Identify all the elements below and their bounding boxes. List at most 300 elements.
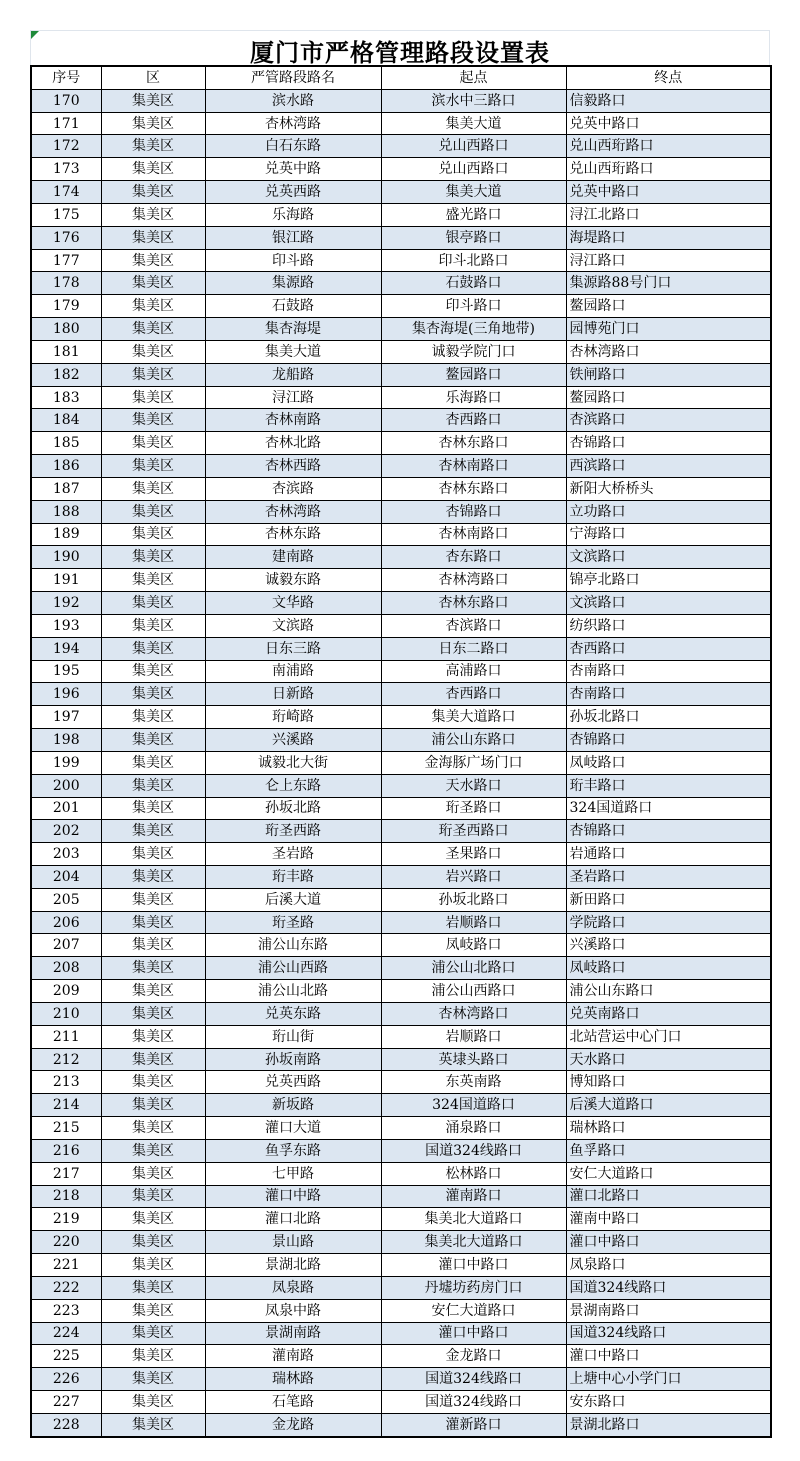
cell-road-name: 浔江路 <box>205 386 381 409</box>
cell-district: 集美区 <box>101 455 205 478</box>
table-row <box>31 1231 771 1254</box>
cell-start: 兑山西路口 <box>381 135 566 158</box>
cell-district: 集美区 <box>101 569 205 592</box>
cell-start: 金海豚广场门口 <box>381 751 566 774</box>
cell-district: 集美区 <box>101 843 205 866</box>
cell-end: 灌南中路口 <box>566 1208 771 1231</box>
cell-road-name: 珩崎路 <box>205 706 381 729</box>
cell-road-name: 灌口北路 <box>205 1208 381 1231</box>
cell-index: 197 <box>31 706 101 729</box>
cell-road-name: 凤泉路 <box>205 1276 381 1299</box>
cell-district: 集美区 <box>101 226 205 249</box>
table-row <box>31 363 771 386</box>
cell-end: 兑英中路口 <box>566 112 771 135</box>
cell-road-name: 诚毅东路 <box>205 569 381 592</box>
cell-index: 214 <box>31 1094 101 1117</box>
cell-district: 集美区 <box>101 523 205 546</box>
cell-index: 184 <box>31 409 101 432</box>
cell-start: 集美大道 <box>381 112 566 135</box>
cell-end: 宁海路口 <box>566 523 771 546</box>
cell-end: 新田路口 <box>566 888 771 911</box>
table-row <box>31 614 771 637</box>
cell-district: 集美区 <box>101 89 205 112</box>
cell-index: 225 <box>31 1345 101 1368</box>
cell-road-name: 杏林湾路 <box>205 500 381 523</box>
cell-road-name: 杏林西路 <box>205 455 381 478</box>
cell-end: 信毅路口 <box>566 89 771 112</box>
cell-district: 集美区 <box>101 1391 205 1414</box>
cell-end: 杏南路口 <box>566 683 771 706</box>
cell-district: 集美区 <box>101 500 205 523</box>
cell-start: 兑山西路口 <box>381 158 566 181</box>
cell-start: 杏林东路口 <box>381 592 566 615</box>
cell-road-name: 兑英东路 <box>205 1002 381 1025</box>
cell-road-name: 珩圣路 <box>205 911 381 934</box>
table-row <box>31 683 771 706</box>
cell-end: 杏锦路口 <box>566 729 771 752</box>
cell-district: 集美区 <box>101 1071 205 1094</box>
cell-district: 集美区 <box>101 1322 205 1345</box>
cell-road-name: 兴溪路 <box>205 729 381 752</box>
cell-district: 集美区 <box>101 1368 205 1391</box>
cell-district: 集美区 <box>101 1048 205 1071</box>
table-row <box>31 272 771 295</box>
cell-start: 岩顺路口 <box>381 1025 566 1048</box>
cell-end: 杏滨路口 <box>566 409 771 432</box>
cell-end: 灌口中路口 <box>566 1231 771 1254</box>
cell-road-name: 南浦路 <box>205 660 381 683</box>
cell-end: 灌口中路口 <box>566 1345 771 1368</box>
table-row <box>31 980 771 1003</box>
cell-end: 国道324线路口 <box>566 1322 771 1345</box>
cell-index: 194 <box>31 637 101 660</box>
cell-road-name: 诚毅北大街 <box>205 751 381 774</box>
cell-end: 324国道路口 <box>566 797 771 820</box>
cell-index: 224 <box>31 1322 101 1345</box>
cell-end: 纺织路口 <box>566 614 771 637</box>
cell-end: 铁闸路口 <box>566 363 771 386</box>
table-row <box>31 249 771 272</box>
table-row <box>31 1048 771 1071</box>
cell-index: 171 <box>31 112 101 135</box>
cell-road-name: 景山路 <box>205 1231 381 1254</box>
table-row <box>31 1368 771 1391</box>
cell-start: 英埭头路口 <box>381 1048 566 1071</box>
cell-district: 集美区 <box>101 1162 205 1185</box>
table-row <box>31 774 771 797</box>
cell-start: 杏林南路口 <box>381 523 566 546</box>
cell-index: 195 <box>31 660 101 683</box>
cell-start: 杏西路口 <box>381 683 566 706</box>
cell-index: 205 <box>31 888 101 911</box>
cell-start: 珩圣西路口 <box>381 820 566 843</box>
header-index: 序号 <box>31 66 101 89</box>
cell-index: 207 <box>31 934 101 957</box>
header-row <box>31 66 771 89</box>
cell-road-name: 杏林南路 <box>205 409 381 432</box>
cell-district: 集美区 <box>101 729 205 752</box>
cell-end: 西滨路口 <box>566 455 771 478</box>
table-row <box>31 888 771 911</box>
cell-index: 227 <box>31 1391 101 1414</box>
cell-end: 瑞林路口 <box>566 1117 771 1140</box>
table-row <box>31 1254 771 1277</box>
cell-index: 181 <box>31 340 101 363</box>
header-road-name: 严管路段路名 <box>205 66 381 89</box>
cell-start: 杏东路口 <box>381 546 566 569</box>
cell-district: 集美区 <box>101 911 205 934</box>
cell-road-name: 孙坂北路 <box>205 797 381 820</box>
table-row <box>31 432 771 455</box>
cell-end: 学院路口 <box>566 911 771 934</box>
table-row <box>31 1025 771 1048</box>
table-row <box>31 1413 771 1436</box>
cell-start: 杏锦路口 <box>381 500 566 523</box>
cell-start: 印斗路口 <box>381 295 566 318</box>
cell-start: 日东二路口 <box>381 637 566 660</box>
cell-district: 集美区 <box>101 409 205 432</box>
cell-end: 孙坂北路口 <box>566 706 771 729</box>
cell-start: 天水路口 <box>381 774 566 797</box>
cell-start: 石鼓路口 <box>381 272 566 295</box>
cell-start: 灌新路口 <box>381 1413 566 1436</box>
cell-end: 后溪大道路口 <box>566 1094 771 1117</box>
cell-district: 集美区 <box>101 1276 205 1299</box>
cell-end: 鱼孚路口 <box>566 1139 771 1162</box>
cell-road-name: 集源路 <box>205 272 381 295</box>
cell-index: 176 <box>31 226 101 249</box>
cell-index: 226 <box>31 1368 101 1391</box>
cell-end: 浔江北路口 <box>566 203 771 226</box>
cell-district: 集美区 <box>101 112 205 135</box>
cell-start: 杏林湾路口 <box>381 1002 566 1025</box>
cell-index: 196 <box>31 683 101 706</box>
table-row <box>31 660 771 683</box>
table-row <box>31 455 771 478</box>
cell-district: 集美区 <box>101 249 205 272</box>
cell-end: 杏林湾路口 <box>566 340 771 363</box>
cell-index: 177 <box>31 249 101 272</box>
cell-start: 杏林东路口 <box>381 432 566 455</box>
cell-start: 金龙路口 <box>381 1345 566 1368</box>
cell-start: 集美大道路口 <box>381 706 566 729</box>
cell-district: 集美区 <box>101 614 205 637</box>
cell-road-name: 日新路 <box>205 683 381 706</box>
cell-district: 集美区 <box>101 934 205 957</box>
cell-road-name: 印斗路 <box>205 249 381 272</box>
cell-start: 杏林东路口 <box>381 477 566 500</box>
cell-district: 集美区 <box>101 181 205 204</box>
cell-district: 集美区 <box>101 1139 205 1162</box>
cell-start: 324国道路口 <box>381 1094 566 1117</box>
cell-district: 集美区 <box>101 1117 205 1140</box>
cell-start: 集杏海堤(三角地带) <box>381 318 566 341</box>
cell-end: 天水路口 <box>566 1048 771 1071</box>
cell-index: 209 <box>31 980 101 1003</box>
cell-index: 217 <box>31 1162 101 1185</box>
cell-start: 集美北大道路口 <box>381 1231 566 1254</box>
cell-road-name: 鱼孚东路 <box>205 1139 381 1162</box>
cell-district: 集美区 <box>101 1254 205 1277</box>
cell-end: 新阳大桥桥头 <box>566 477 771 500</box>
cell-district: 集美区 <box>101 363 205 386</box>
cell-end: 凤泉路口 <box>566 1254 771 1277</box>
cell-district: 集美区 <box>101 386 205 409</box>
table-row <box>31 934 771 957</box>
cell-district: 集美区 <box>101 637 205 660</box>
cell-end: 圣岩路口 <box>566 865 771 888</box>
cell-start: 国道324线路口 <box>381 1139 566 1162</box>
table-row <box>31 181 771 204</box>
table-row <box>31 1345 771 1368</box>
cell-end: 文滨路口 <box>566 546 771 569</box>
table-row <box>31 729 771 752</box>
cell-road-name: 石鼓路 <box>205 295 381 318</box>
cell-road-name: 龙船路 <box>205 363 381 386</box>
cell-index: 174 <box>31 181 101 204</box>
cell-road-name: 珩丰路 <box>205 865 381 888</box>
cell-index: 228 <box>31 1413 101 1436</box>
cell-start: 滨水中三路口 <box>381 89 566 112</box>
cell-road-name: 凤泉中路 <box>205 1299 381 1322</box>
cell-road-name: 灌口大道 <box>205 1117 381 1140</box>
cell-index: 212 <box>31 1048 101 1071</box>
cell-road-name: 孙坂南路 <box>205 1048 381 1071</box>
table-row <box>31 569 771 592</box>
cell-start: 集美大道 <box>381 181 566 204</box>
cell-start: 涌泉路口 <box>381 1117 566 1140</box>
cell-start: 灌口中路口 <box>381 1322 566 1345</box>
cell-index: 179 <box>31 295 101 318</box>
table-row <box>31 751 771 774</box>
table-row <box>31 1002 771 1025</box>
cell-road-name: 乐海路 <box>205 203 381 226</box>
cell-road-name: 珩山街 <box>205 1025 381 1048</box>
cell-start: 盛光路口 <box>381 203 566 226</box>
table-row <box>31 318 771 341</box>
cell-district: 集美区 <box>101 158 205 181</box>
cell-district: 集美区 <box>101 340 205 363</box>
cell-end: 浦公山东路口 <box>566 980 771 1003</box>
table-row <box>31 546 771 569</box>
cell-index: 188 <box>31 500 101 523</box>
cell-road-name: 金龙路 <box>205 1413 381 1436</box>
cell-district: 集美区 <box>101 1413 205 1436</box>
cell-end: 海堤路口 <box>566 226 771 249</box>
table-row <box>31 158 771 181</box>
cell-end: 北站营运中心门口 <box>566 1025 771 1048</box>
cell-end: 杏锦路口 <box>566 820 771 843</box>
cell-index: 213 <box>31 1071 101 1094</box>
table-row <box>31 477 771 500</box>
cell-end: 景湖北路口 <box>566 1413 771 1436</box>
table-row <box>31 706 771 729</box>
cell-end: 上塘中心小学门口 <box>566 1368 771 1391</box>
cell-index: 210 <box>31 1002 101 1025</box>
cell-index: 208 <box>31 957 101 980</box>
table-body <box>31 89 771 1436</box>
table-row <box>31 1139 771 1162</box>
cell-district: 集美区 <box>101 432 205 455</box>
cell-end: 景湖南路口 <box>566 1299 771 1322</box>
cell-start: 丹墟坊药房门口 <box>381 1276 566 1299</box>
cell-end: 博知路口 <box>566 1071 771 1094</box>
table-row <box>31 865 771 888</box>
cell-start: 银亭路口 <box>381 226 566 249</box>
cell-index: 211 <box>31 1025 101 1048</box>
cell-index: 198 <box>31 729 101 752</box>
table-row <box>31 89 771 112</box>
cell-index: 223 <box>31 1299 101 1322</box>
cell-road-name: 浦公山西路 <box>205 957 381 980</box>
table-row <box>31 592 771 615</box>
cell-end: 杏西路口 <box>566 637 771 660</box>
cell-road-name: 石笔路 <box>205 1391 381 1414</box>
cell-road-name: 景湖南路 <box>205 1322 381 1345</box>
cell-road-name: 日东三路 <box>205 637 381 660</box>
cell-index: 185 <box>31 432 101 455</box>
cell-start: 安仁大道路口 <box>381 1299 566 1322</box>
cell-start: 灌口中路口 <box>381 1254 566 1277</box>
cell-index: 170 <box>31 89 101 112</box>
cell-district: 集美区 <box>101 888 205 911</box>
table-row <box>31 340 771 363</box>
cell-end: 兴溪路口 <box>566 934 771 957</box>
cell-district: 集美区 <box>101 683 205 706</box>
cell-start: 杏林南路口 <box>381 455 566 478</box>
cell-start: 松林路口 <box>381 1162 566 1185</box>
cell-index: 189 <box>31 523 101 546</box>
table-row <box>31 112 771 135</box>
cell-index: 180 <box>31 318 101 341</box>
table-row <box>31 1094 771 1117</box>
cell-end: 兑山西珩路口 <box>566 135 771 158</box>
cell-road-name: 集杏海堤 <box>205 318 381 341</box>
cell-road-name: 后溪大道 <box>205 888 381 911</box>
cell-start: 孙坂北路口 <box>381 888 566 911</box>
table-row <box>31 957 771 980</box>
cell-end: 兑英南路口 <box>566 1002 771 1025</box>
cell-index: 222 <box>31 1276 101 1299</box>
header-district: 区 <box>101 66 205 89</box>
table-row <box>31 820 771 843</box>
cell-start: 高浦路口 <box>381 660 566 683</box>
cell-district: 集美区 <box>101 1185 205 1208</box>
cell-district: 集美区 <box>101 706 205 729</box>
cell-district: 集美区 <box>101 1231 205 1254</box>
cell-road-name: 灌南路 <box>205 1345 381 1368</box>
cell-start: 岩兴路口 <box>381 865 566 888</box>
cell-road-name: 文华路 <box>205 592 381 615</box>
cell-start: 珩圣路口 <box>381 797 566 820</box>
table-row <box>31 1391 771 1414</box>
cell-district: 集美区 <box>101 272 205 295</box>
cell-start: 国道324线路口 <box>381 1368 566 1391</box>
cell-start: 灌南路口 <box>381 1185 566 1208</box>
cell-end: 凤岐路口 <box>566 751 771 774</box>
page-title: 厦门市严格管理路段设置表 <box>250 38 550 67</box>
cell-district: 集美区 <box>101 203 205 226</box>
cell-district: 集美区 <box>101 865 205 888</box>
cell-road-name: 兑英西路 <box>205 181 381 204</box>
cell-road-name: 圣岩路 <box>205 843 381 866</box>
table-row <box>31 1299 771 1322</box>
cell-road-name: 兑英西路 <box>205 1071 381 1094</box>
cell-index: 192 <box>31 592 101 615</box>
cell-district: 集美区 <box>101 797 205 820</box>
cell-road-name: 新坂路 <box>205 1094 381 1117</box>
cell-end: 杏南路口 <box>566 660 771 683</box>
table-row <box>31 1185 771 1208</box>
cell-end: 鳌园路口 <box>566 295 771 318</box>
cell-road-name: 珩圣西路 <box>205 820 381 843</box>
cell-district: 集美区 <box>101 1094 205 1117</box>
cell-district: 集美区 <box>101 751 205 774</box>
cell-road-name: 仑上东路 <box>205 774 381 797</box>
cell-index: 175 <box>31 203 101 226</box>
cell-district: 集美区 <box>101 546 205 569</box>
cell-start: 浦公山北路口 <box>381 957 566 980</box>
cell-road-name: 白石东路 <box>205 135 381 158</box>
cell-index: 193 <box>31 614 101 637</box>
cell-road-name: 兑英中路 <box>205 158 381 181</box>
cell-end: 安仁大道路口 <box>566 1162 771 1185</box>
cell-index: 218 <box>31 1185 101 1208</box>
cell-start: 浦公山西路口 <box>381 980 566 1003</box>
table-row <box>31 386 771 409</box>
cell-index: 206 <box>31 911 101 934</box>
cell-road-name: 浦公山东路 <box>205 934 381 957</box>
cell-road-name: 集美大道 <box>205 340 381 363</box>
cell-district: 集美区 <box>101 477 205 500</box>
table-row <box>31 226 771 249</box>
cell-index: 221 <box>31 1254 101 1277</box>
cell-start: 圣果路口 <box>381 843 566 866</box>
cell-start: 诚毅学院门口 <box>381 340 566 363</box>
cell-road-name: 浦公山北路 <box>205 980 381 1003</box>
cell-end: 珩丰路口 <box>566 774 771 797</box>
cell-end: 锦亭北路口 <box>566 569 771 592</box>
cell-index: 202 <box>31 820 101 843</box>
cell-start: 鳌园路口 <box>381 363 566 386</box>
cell-index: 187 <box>31 477 101 500</box>
cell-end: 兑山西珩路口 <box>566 158 771 181</box>
cell-index: 200 <box>31 774 101 797</box>
table-row <box>31 843 771 866</box>
cell-start: 国道324线路口 <box>381 1391 566 1414</box>
cell-end: 浔江路口 <box>566 249 771 272</box>
cell-index: 204 <box>31 865 101 888</box>
cell-index: 186 <box>31 455 101 478</box>
title-row <box>30 30 770 65</box>
cell-road-name: 灌口中路 <box>205 1185 381 1208</box>
cell-district: 集美区 <box>101 1002 205 1025</box>
table-row <box>31 1208 771 1231</box>
cell-end: 兑英中路口 <box>566 181 771 204</box>
cell-road-name: 建南路 <box>205 546 381 569</box>
cell-index: 219 <box>31 1208 101 1231</box>
cell-start: 杏林湾路口 <box>381 569 566 592</box>
cell-index: 201 <box>31 797 101 820</box>
cell-end: 国道324线路口 <box>566 1276 771 1299</box>
cell-index: 199 <box>31 751 101 774</box>
cell-index: 183 <box>31 386 101 409</box>
cell-start: 乐海路口 <box>381 386 566 409</box>
cell-index: 182 <box>31 363 101 386</box>
cell-district: 集美区 <box>101 135 205 158</box>
cell-district: 集美区 <box>101 1025 205 1048</box>
cell-road-name: 七甲路 <box>205 1162 381 1185</box>
